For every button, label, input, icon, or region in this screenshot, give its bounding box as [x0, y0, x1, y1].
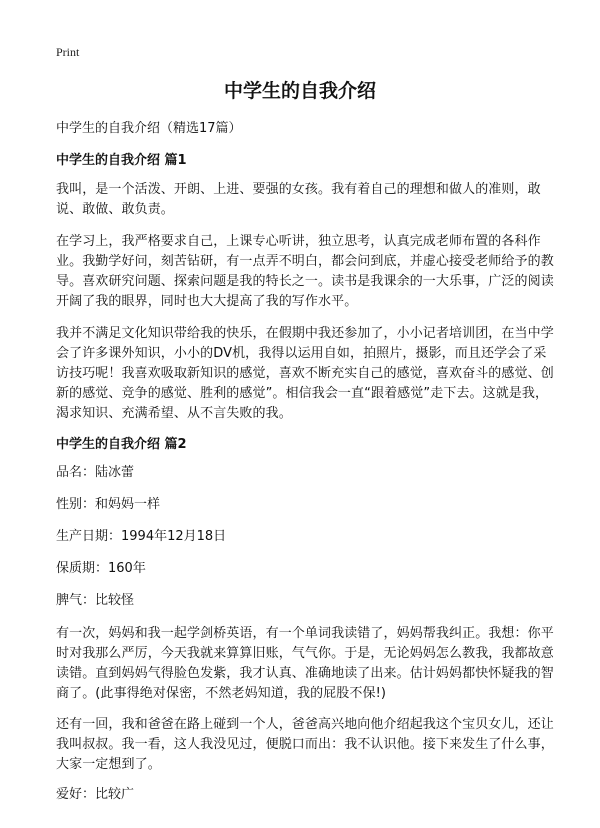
section-heading: 中学生的自我介绍 篇1 [56, 153, 187, 168]
paragraph: 有一次，妈妈和我一起学剑桥英语，有一个单词我读错了，妈妈帮我纠正。我想：你平时对我那么严厉，今天我就来算算旧账，气气你。于是，无论妈妈怎么教我，我都故意读错。直到妈妈气得脸色发紫，我才认真、准确地读了出来。估计妈妈都快怀疑我的智商了。(此事得绝对保密，不然老妈知道，我的屁股不保!) [56, 626, 554, 701]
field-shelf-life: 保质期：160年 [56, 561, 146, 576]
section-heading: 中学生的自我介绍 篇2 [56, 437, 187, 452]
paragraph: 在学习上，我严格要求自己，上课专心听讲，独立思考，认真完成老师布置的各科作业。我勤学好问，刻苦钻研，有一点弄不明白，都会问到底，并虚心接受老师给予的教导。喜欢研究问题、探索问题是我的特长之一。读书是我课余的一大乐事，广泛的阅读开阔了我的眼界，同时也大大提高了我的写作水平。 [56, 234, 554, 309]
paragraph: 我叫，是一个活泼、开朗、上进、要强的女孩。我有着自己的理想和做人的准则，敢说、敢做、敢负责。 [56, 182, 541, 217]
article-body [56, 120, 556, 818]
field-product-name: 品名：陆冰蕾 [56, 465, 135, 480]
section-2 [56, 436, 556, 804]
field-gender: 性别：和妈妈一样 [56, 497, 161, 512]
article-subtitle: 中学生的自我介绍（精选17篇） [56, 121, 242, 136]
field-temper: 脾气：比较怪 [56, 593, 135, 608]
field-hobbies: 爱好：比较广 [56, 787, 135, 802]
print-link[interactable]: Print [56, 45, 80, 59]
section-1 [56, 152, 556, 424]
field-production-date: 生产日期：1994年12月18日 [56, 529, 227, 544]
paragraph: 还有一回，我和爸爸在路上碰到一个人，爸爸高兴地向他介绍起我这个宝贝女儿，还让我叫叔叔。我一看，这人我没见过，便脱口而出：我不认识他。接下来发生了什么事，大家一定想到了。 [56, 717, 554, 772]
page-title: 中学生的自我介绍 [223, 80, 376, 102]
paragraph: 我并不满足文化知识带给我的快乐，在假期中我还参加了，小小记者培训团，在当中学会了许多课外知识，小小的DV机，我得以运用自如，拍照片，摄影，而且还学会了采访技巧呢！我喜欢吸取新知识的感觉，喜欢不断充实自己的感觉，喜欢奋斗的感觉、创新的感觉、竞争的感觉、胜利的感觉”。相信我会一直“跟着感觉”走下去。这就是我，渴求知识、充满希望、从不言失败的我。 [56, 326, 554, 421]
